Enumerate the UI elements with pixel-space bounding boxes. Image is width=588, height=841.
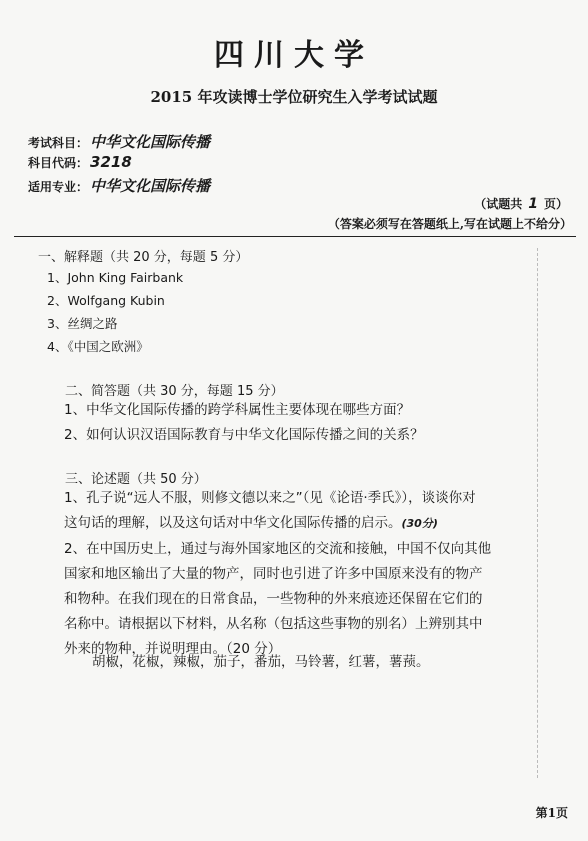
major-row xyxy=(28,175,210,196)
section1-item-2: 2、Wolfgang Kubin xyxy=(47,293,165,308)
section3-materials: 胡椒，花椒，辣椒，茄子，番茄，马铃薯，红薯，薯蓣。 xyxy=(92,654,430,670)
code-value: 3218 xyxy=(90,153,132,171)
subject-label: 考试科目： xyxy=(28,136,89,150)
page-number: 第1页 xyxy=(535,806,568,820)
answer-instruction: （答案必须写在答题纸上,写在试题上不给分） xyxy=(327,217,572,231)
section3-q2-line-4: 名称中。请根据以下材料，从名称（包括这些事物的别名）上辨别其中 xyxy=(64,616,483,632)
section3-q1-score: (30分) xyxy=(401,517,438,530)
section1-item-3: 3、丝绸之路 xyxy=(47,316,118,331)
section3-q2-line-5: 外来的物种，并说明理由。（20 分） xyxy=(64,641,282,657)
page-count-number: 1 xyxy=(528,196,538,212)
header-divider xyxy=(14,236,576,237)
code-label: 科目代码： xyxy=(28,156,89,170)
section3-q1-line-2-row xyxy=(64,511,438,536)
section3-q2-line-3: 和物种。在我们现在的日常食品，一些物种的外来痕迹还保留在它们的 xyxy=(64,591,483,607)
section3-title: 三、论述题（共 50 分） xyxy=(65,472,207,487)
university-name: 四川大学 xyxy=(214,38,374,73)
major-label: 适用专业： xyxy=(28,180,89,194)
margin-fold-line xyxy=(537,248,538,778)
section2-item-2: 2、如何认识汉语国际教育与中华文化国际传播之间的关系？ xyxy=(64,427,424,443)
section3-q2-line-1: 2、在中国历史上，通过与海外国家地区的交流和接触，中国不仅向其他 xyxy=(64,541,492,557)
major-value: 中华文化国际传播 xyxy=(90,177,211,195)
page-count-prefix: （试题共 xyxy=(474,197,523,211)
code-row xyxy=(28,153,132,171)
section1-item-4: 4、《中国之欧洲》 xyxy=(47,339,149,354)
subject-row xyxy=(28,131,210,152)
section3-q2-line-2: 国家和地区输出了大量的物产，同时也引进了许多中国原来没有的物产 xyxy=(64,566,483,582)
section1-item-1: 1、John King Fairbank xyxy=(47,270,184,285)
section3-q1-line-2: 这句话的理解，以及这句话对中华文化国际传播的启示。 xyxy=(64,515,402,531)
section2-title: 二、简答题（共 30 分，每题 15 分） xyxy=(65,384,284,399)
section1-title: 一、解释题（共 20 分，每题 5 分） xyxy=(38,250,249,265)
section3-q1-line-1: 1、孔子说“远人不服，则修文德以来之”（见《论语·季氏》），谈谈你对 xyxy=(64,490,476,506)
subject-value: 中华文化国际传播 xyxy=(90,133,211,151)
page-count-suffix: 页） xyxy=(543,197,568,211)
page-count-note xyxy=(474,195,568,212)
exam-title: 2015 年攻读博士学位研究生入学考试试题 xyxy=(150,88,438,106)
section2-item-1: 1、中华文化国际传播的跨学科属性主要体现在哪些方面？ xyxy=(64,402,411,418)
